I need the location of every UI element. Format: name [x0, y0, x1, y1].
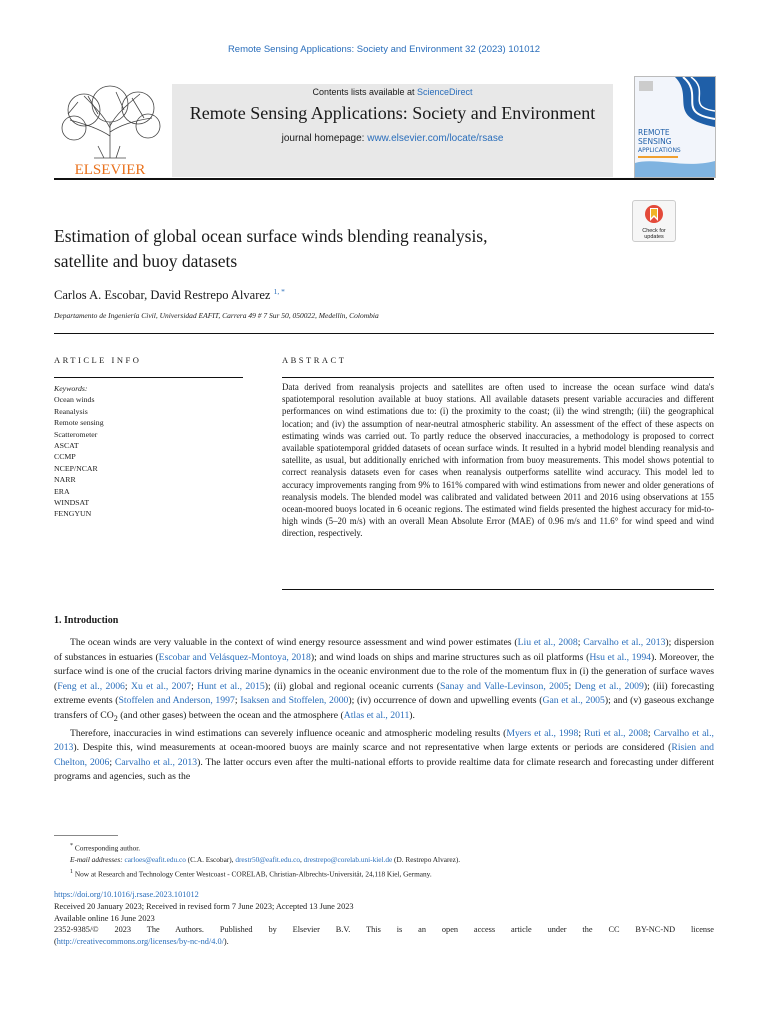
keyword-item: NCEP/NCAR: [54, 463, 98, 473]
body-text: ;: [647, 727, 654, 739]
body-text: (and other gases) between the ocean and the atmosphere (: [117, 709, 344, 721]
corresponding-text: Corresponding author.: [74, 843, 141, 853]
keywords-block: [54, 383, 243, 520]
email-separator: ,: [300, 855, 304, 865]
affiliation-rule: [54, 333, 714, 334]
footnote-mark: 1: [70, 869, 74, 876]
email-link-restrepo-kiel[interactable]: drestrepo@corelab.uni-kiel.de: [303, 855, 393, 865]
citation-link[interactable]: Isaksen and Stoffelen, 2000: [240, 695, 349, 707]
citation-link[interactable]: Feng et al., 2006: [57, 680, 125, 692]
body-text: The ocean winds are very valuable in the context of wind energy resource assessment and wind power estimates (: [70, 637, 518, 648]
title-line-1: Estimation of global ocean surface winds blending reanalysis,: [54, 226, 488, 246]
keyword-item: Scatterometer: [54, 429, 98, 439]
subscript-text: 2: [113, 713, 118, 723]
introduction-body: [54, 636, 714, 785]
body-text: ;: [234, 695, 241, 707]
license-paren-open: (: [54, 937, 57, 947]
email-link-restrepo-eafit[interactable]: drestr50@eafit.edu.co: [235, 855, 300, 865]
license-url-line: [54, 936, 714, 948]
elsevier-logo: [54, 84, 166, 177]
homepage-link[interactable]: www.elsevier.com/locate/rsase: [367, 133, 504, 144]
article-info-heading: ARTICLE INFO: [54, 355, 142, 365]
keyword-item: Remote sensing: [54, 418, 104, 428]
body-text: ); (ii) global and regional oceanic currents (: [264, 680, 440, 692]
contents-prefix: Contents lists available at: [312, 87, 418, 97]
body-text: ). Despite this, wind measurements at ocean-moored buoys are mainly scarce and not representative when large extents or periods are considered (: [73, 742, 672, 754]
check-badge-line1: Check for: [642, 228, 666, 234]
cover-title-3: APPLICATIONS: [638, 147, 681, 154]
body-text: ); (iii) forecasting extreme events (: [54, 680, 715, 707]
affiliation-note-text: Now at Research and Technology Center Westcoast - CORELAB, Christian-Albrechts-Universität, 24,118 Kiel, Germany.: [74, 869, 432, 879]
email-label: E-mail addresses:: [70, 855, 123, 865]
abstract-heading: ABSTRACT: [282, 355, 347, 365]
citation-link[interactable]: Carvalho et al., 2013: [114, 756, 198, 768]
journal-title: Remote Sensing Applications: Society and Environment: [189, 103, 596, 123]
elsevier-wordmark: ELSEVIER: [74, 162, 146, 177]
body-text: ). The latter occurs even after the multi-national efforts to provide realtime data for climate research and forecasting under different programs and agencies, such as the: [54, 756, 715, 783]
body-text: ;: [191, 680, 198, 692]
body-text: ); and (v) gaseous exchange transfers of CO: [54, 695, 715, 721]
citation-link[interactable]: Carvalho et al., 2013: [583, 637, 666, 648]
doi-link[interactable]: https://doi.org/10.1016/j.rsase.2023.101012: [54, 890, 199, 899]
citation-link[interactable]: Myers et al., 1998: [506, 727, 579, 739]
check-badge-line2: updates: [644, 234, 664, 240]
body-text: ;: [577, 637, 584, 648]
received-dates: Received 20 January 2023; Received in revised form 7 June 2023; Accepted 13 June 2023: [54, 901, 354, 911]
journal-citation-link[interactable]: Remote Sensing Applications: Society and Environment 32 (2023) 101012: [227, 44, 541, 55]
keyword-item: WINDSAT: [54, 498, 90, 508]
license-statement: 2352-9385/© 2023 The Authors. Published by Elsevier B.V. This is an open access article under the CC BY-NC-ND license: [54, 925, 714, 935]
email-note: [54, 854, 714, 866]
footnotes: [54, 840, 714, 881]
citation-link[interactable]: Sanay and Valle-Levinson, 2005: [439, 680, 569, 692]
citation-link[interactable]: Liu et al., 2008: [517, 637, 578, 648]
homepage-prefix: journal homepage:: [281, 133, 368, 144]
abstract-bottom-rule: [282, 589, 714, 590]
introduction-heading: 1. Introduction: [54, 615, 119, 626]
footnote-mark: *: [70, 843, 74, 849]
body-text: ;: [578, 727, 585, 739]
body-text: ); (iv) occurrence of down and upwelling events (: [348, 695, 543, 707]
citation-link[interactable]: Ruti et al., 2008: [584, 727, 648, 739]
author-footnote-marks[interactable]: 1, *: [273, 287, 285, 296]
citation-link[interactable]: Gan et al., 2005: [542, 695, 605, 707]
article-info-rule: [54, 377, 243, 378]
paper-title: [54, 224, 614, 274]
citation-link[interactable]: Xu et al., 2007: [130, 680, 192, 692]
keyword-item: ASCAT: [54, 441, 79, 451]
affiliation: Departamento de Ingeniería Civil, Universidad EAFIT, Carrera 49 # 7 Sur 50, 050022, Medellín, Colombia: [54, 311, 379, 320]
citation-link[interactable]: Hunt et al., 2015: [197, 680, 265, 692]
corresponding-author-note: [54, 840, 714, 854]
author-names: Carlos A. Escobar, David Restrepo Alvarez: [54, 288, 271, 303]
email-link-escobar[interactable]: carloes@eafit.edu.co: [124, 855, 186, 865]
check-for-updates-button[interactable]: [632, 200, 676, 242]
cover-title-2: SENSING: [638, 137, 672, 146]
introduction-paragraph-1: [54, 636, 714, 727]
header-rule: [54, 178, 714, 180]
keyword-item: Reanalysis: [54, 406, 88, 416]
keyword-item: FENGYUN: [54, 509, 92, 519]
email-owner-2: (D. Restrepo Alvarez).: [392, 855, 461, 865]
body-text: ;: [109, 756, 115, 768]
footnote-rule: [54, 835, 118, 836]
cover-title-1: REMOTE: [638, 128, 670, 137]
journal-header: [172, 84, 613, 177]
body-text: ); and wind loads on ships and marine structures such as oil platforms (: [310, 651, 590, 663]
publication-info: [54, 889, 714, 948]
title-line-2: satellite and buoy datasets: [54, 251, 238, 271]
body-text: ;: [124, 680, 131, 692]
keyword-item: CCMP: [54, 452, 76, 462]
contents-line: [172, 87, 613, 97]
license-paren-close: ).: [223, 937, 229, 947]
available-online: Available online 16 June 2023: [54, 913, 155, 923]
sciencedirect-link[interactable]: ScienceDirect: [417, 87, 473, 97]
citation-link[interactable]: Atlas et al., 2011: [343, 709, 410, 721]
body-text: ); dispersion of substances in estuaries (: [54, 637, 714, 663]
citation-link[interactable]: Risien and Chelton, 2006: [54, 742, 715, 768]
keyword-item: ERA: [54, 486, 70, 496]
body-text: ;: [568, 680, 575, 692]
citation-link[interactable]: Escobar and Velásquez-Montoya, 2018: [158, 651, 311, 663]
keyword-item: NARR: [54, 475, 76, 485]
body-text: Therefore, inaccuracies in wind estimations can severely influence oceanic and atmospheric modeling results (: [70, 727, 507, 739]
elsevier-tree-icon: [54, 84, 166, 177]
license-link[interactable]: http://creativecommons.org/licenses/by-nc-nd/4.0/: [56, 937, 224, 947]
body-text: ).: [409, 709, 415, 721]
citation-link[interactable]: Carvalho et al., 2013: [54, 727, 714, 754]
citation-link[interactable]: Deng et al., 2009: [574, 680, 644, 692]
author-list: [54, 287, 285, 303]
bookmark-icon: [644, 204, 664, 226]
affiliation-note: [54, 866, 714, 880]
journal-cover[interactable]: [634, 76, 716, 178]
introduction-paragraph-2: [54, 727, 714, 785]
citation-link[interactable]: Stoffelen and Anderson, 1997: [118, 695, 235, 707]
abstract-rule: [282, 377, 714, 378]
abstract-text: Data derived from reanalysis projects and satellites are often used to increase the ocean surface wind data's spatiotemporal resolution available at buoy stations. All available datasets present variable accuracies and different performances on wind estimations due to: (i) the proximity to the coast; (ii) the wind strength; (iii) the geographical location; and (iv) the assumption of near-neutral atmospheric stability. An assessment of the effect of these aspects on estimating winds was carried out. To partly reduce the observed inaccuracies, a methodology is proposed to correct available spatiotemporal gridded datasets of ocean surface winds. It resulted in a hybrid model blending reanalysis and satellite, as usual, but additionally enriched with information from buoy measurements. This model shows potential to correct reanalysis datasets even for cases when reanalysis outperforms satellite wind accuracy. This model led to accuracy improvements ranging from 9% to 161% compared with wind estimations from newer and older generations of reanalysis models. The blended model was calibrated and validated between 2011 and 2016 using observations at 155 ocean-moored buoys located in 6 oceanic regions. The estimated wind fields presented the highest accuracy for mid-to-high winds (5–20 m/s) with an overall Mean Absolute Error (MAE) of 0.96 m/s and 11.6° for wind speed and wind direction, respectively.: [282, 382, 714, 539]
keyword-item: Ocean winds: [54, 395, 95, 405]
keywords-label: Keywords:: [54, 384, 88, 393]
email-owner-1: (C.A. Escobar),: [185, 855, 236, 865]
cover-art-icon: [635, 77, 715, 177]
homepage-line: [172, 133, 613, 144]
body-text: ). Moreover, the surface wind is one of the crucial factors driving marine dynamics in the oceanic environment due to the role of the momentum flux in (i) the generation of surface waves (: [54, 651, 714, 692]
citation-link[interactable]: Hsu et al., 1994: [589, 651, 652, 663]
